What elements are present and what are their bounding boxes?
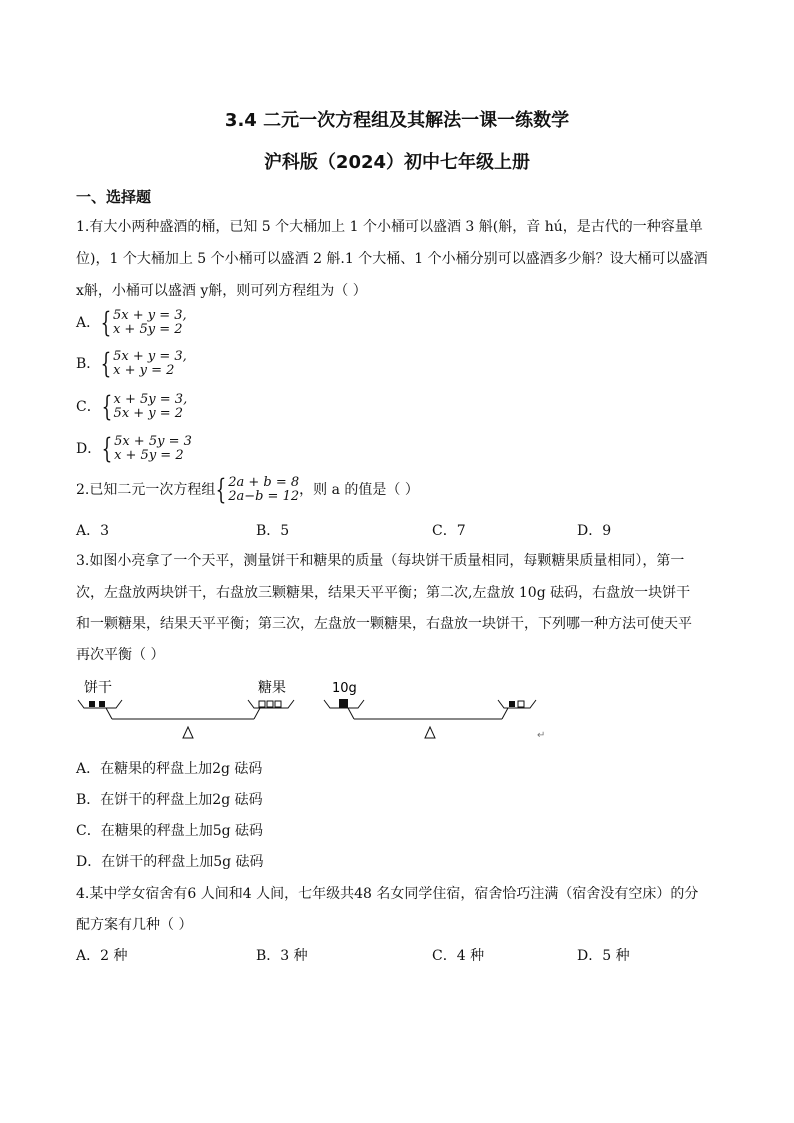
brace: { — [215, 473, 227, 506]
q2-option-d[interactable]: D．9 — [577, 523, 612, 539]
candy-block — [259, 701, 265, 707]
weight-block — [339, 699, 348, 708]
equation: 5x + y = 2 — [113, 406, 184, 421]
q1-line-1: 1.有大小两种盛酒的桶，已知 5 个大桶加上 1 个小桶可以盛酒 3 斛(斛，音 hú，是古代的一种容量单 — [76, 219, 703, 235]
section-heading: 一、选择题 — [76, 188, 152, 206]
document-subtitle: 沪科版（2024）初中七年级上册 — [263, 152, 531, 173]
option-label: A． — [76, 315, 101, 331]
equation: 5x + y = 3, — [112, 308, 187, 323]
q3-option-a[interactable]: A．在糖果的秤盘上加2g 砝码 — [76, 761, 263, 777]
right-pan — [498, 700, 536, 708]
q2-option-c[interactable]: C．7 — [432, 523, 466, 539]
balance-scale-2 — [324, 699, 536, 738]
brace: { — [100, 347, 112, 380]
q4-option-b[interactable]: B．3 种 — [256, 948, 308, 964]
cookie-block — [89, 701, 95, 707]
fulcrum — [183, 727, 193, 738]
equation: x + 5y = 2 — [112, 322, 183, 337]
document-title: 3.4 二元一次方程组及其解法一课一练数学 — [224, 110, 570, 131]
beam-joint — [502, 708, 508, 719]
equation: 2a−b = 12 — [228, 489, 300, 504]
q4-option-c[interactable]: C．4 种 — [432, 948, 485, 964]
q1-option-b[interactable] — [76, 347, 187, 380]
brace: { — [101, 390, 112, 423]
equation-system — [114, 435, 192, 463]
q1-option-c[interactable] — [76, 390, 188, 423]
equation-system — [113, 350, 187, 378]
equation-system — [228, 476, 299, 504]
q3-option-c[interactable]: C．在糖果的秤盘上加5g 砝码 — [76, 823, 264, 839]
equation-system — [114, 393, 188, 421]
equation: 5x + 5y = 3 — [114, 434, 192, 449]
equation: 5x + y = 3, — [113, 349, 187, 364]
equation-system — [113, 309, 187, 337]
q1-line-3: x斛，小桶可以盛酒 y斛，则可列方程组为（ ） — [76, 283, 367, 299]
option-label: D． — [76, 441, 102, 457]
candy-block — [267, 701, 273, 707]
brace: { — [101, 432, 113, 465]
cookie-block — [99, 701, 105, 707]
q1-option-d[interactable] — [76, 432, 192, 465]
cookie-label: 饼干 — [84, 680, 112, 696]
q4-option-a[interactable]: A．2 种 — [76, 948, 128, 964]
equation: x + 5y = 2 — [114, 448, 184, 463]
equation: 2a + b = 8 — [228, 475, 300, 490]
candy-label: 糖果 — [258, 680, 286, 696]
option-label: B． — [76, 356, 101, 372]
q2-stem — [76, 473, 419, 506]
q2-suffix: ，则 a 的值是（ ） — [299, 482, 419, 498]
q3-option-b[interactable]: B．在饼干的秤盘上加2g 砝码 — [76, 792, 263, 808]
brace: { — [100, 306, 112, 339]
q3-line-4: 再次平衡（ ） — [76, 647, 165, 663]
beam-joint — [106, 708, 112, 719]
q2-option-b[interactable]: B．5 — [256, 523, 290, 539]
balance-figure — [76, 676, 546, 746]
q1-line-2: 位)，1 个大桶加上 5 个小桶可以盛酒 2 斛.1 个大桶、1 个小桶分别可以盛酒多少斛？设大桶可以盛酒 — [76, 251, 708, 267]
q2-prefix: 2.已知二元一次方程组 — [76, 482, 216, 498]
weight-label: 10g — [332, 681, 357, 696]
equation: x + y = 2 — [113, 363, 175, 378]
balance-scale-1 — [78, 700, 294, 738]
q4-option-d[interactable]: D．5 种 — [577, 948, 630, 964]
q3-line-1: 3.如图小亮拿了一个天平，测量饼干和糖果的质量（每块饼干质量相同，每颗糖果质量相同），第一 — [76, 553, 685, 569]
return-mark: ↵ — [537, 730, 546, 741]
q3-option-d[interactable]: D．在饼干的秤盘上加5g 砝码 — [76, 854, 264, 870]
q3-line-3: 和一颗糖果，结果天平平衡；第三次，左盘放一颗糖果，右盘放一块饼干，下列哪一种方法可使天平 — [76, 616, 692, 632]
cookie-block — [509, 701, 515, 707]
q4-line-2: 配方案有几种（ ） — [76, 917, 193, 933]
fulcrum — [425, 727, 435, 738]
candy-block — [518, 701, 524, 707]
beam-joint — [254, 708, 260, 719]
q2-option-a[interactable]: A．3 — [76, 523, 110, 539]
candy-block — [275, 701, 281, 707]
equation: x + 5y = 3, — [113, 392, 188, 407]
q3-line-2: 次，左盘放两块饼干，右盘放三颗糖果，结果天平平衡；第二次,左盘放 10g 砝码，右盘放一块饼干 — [76, 585, 691, 601]
q1-option-a[interactable] — [76, 306, 187, 339]
option-label: C． — [76, 399, 101, 415]
beam-joint — [348, 708, 354, 719]
q4-line-1: 4.某中学女宿舍有6 人间和4 人间，七年级共48 名女同学住宿，宿舍恰巧注满（宿舍没有空床）的分 — [76, 886, 699, 902]
